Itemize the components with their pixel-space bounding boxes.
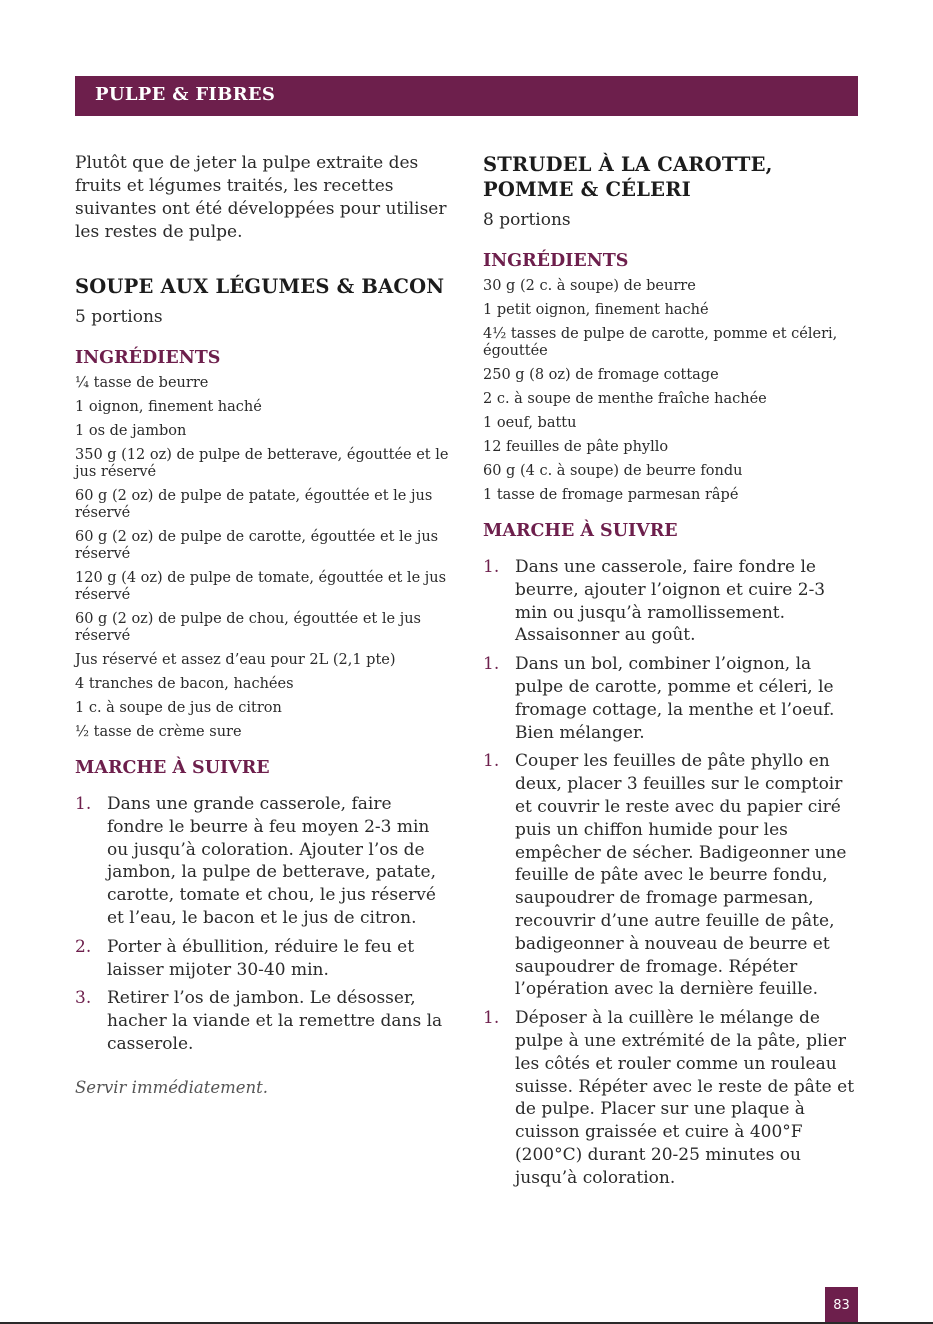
ingredient-item: 4 tranches de bacon, hachées — [75, 676, 294, 692]
ingredient-item: ½ tasse de crème sure — [75, 724, 242, 740]
ingredient-item: 60 g (2 oz) de pulpe de carotte, égouttée et le jus réservé — [75, 529, 439, 562]
ingredient-item: 350 g (12 oz) de pulpe de betterave, égouttée et le jus réservé — [75, 447, 449, 480]
section-title: PULPE & FIBRES — [95, 84, 276, 105]
intro-paragraph: Plutôt que de jeter la pulpe extraite des fruits et légumes traités, les recettes suivantes ont été développées pour utiliser les restes de pulpe. — [75, 153, 447, 242]
ingredient-item: 1 petit oignon, finement haché — [483, 302, 709, 318]
step-item — [75, 793, 450, 930]
step-text: Couper les feuilles de pâte phyllo en deux, placer 3 feuilles sur le comptoir et couvrir le reste avec du papier ciré puis un chiffon humide pour les empêcher de sécher. Badigeonner une feuille de pâte avec le beurre fondu, saupoudrer de fromage parmesan, recouvrir d’une autre feuille de pâte, badigeonner à nouveau de beurre et saupoudrer de fromage. Répéter l’opération avec la dernière feuille. — [515, 751, 847, 1000]
step-text: Retirer l’os de jambon. Le désosser, hacher la viande et la remettre dans la casserole. — [107, 988, 443, 1054]
step-number: 3. — [75, 988, 92, 1009]
step-number: 2. — [75, 936, 92, 957]
step-number: 1. — [75, 794, 92, 814]
section-header — [75, 76, 858, 116]
step-number: 1. — [483, 751, 500, 772]
ingredient-item: 4½ tasses de pulpe de carotte, pomme et céleri, égouttée — [483, 326, 838, 359]
ingredient-item: 1 c. à soupe de jus de citron — [75, 700, 282, 716]
recipe-portions: 8 portions — [483, 210, 571, 230]
ingredient-item: 250 g (8 oz) de fromage cottage — [483, 367, 719, 383]
step-item — [75, 936, 450, 982]
ingredient-item: 120 g (4 oz) de pulpe de tomate, égouttée et le jus réservé — [75, 570, 447, 603]
step-text: Dans une grande casserole, faire fondre le beurre à feu moyen 2-3 min ou jusqu’à coloration. Ajouter l’os de jambon, la pulpe de betterave, patate, carotte, tomate et chou, le jus réservé et l’eau, le bacon et le jus de citron. — [107, 794, 437, 928]
step-number: 1. — [483, 654, 500, 675]
serving-note: Servir immédiatement. — [75, 1077, 269, 1097]
method-steps — [75, 793, 450, 1056]
ingredient-item: Jus réservé et assez d’eau pour 2L (2,1 pte) — [75, 652, 396, 668]
recipe-title: STRUDEL À LA CAROTTE, POMME & CÉLERI — [483, 153, 773, 201]
ingredient-item: 2 c. à soupe de menthe fraîche hachée — [483, 391, 767, 407]
method-heading: MARCHE À SUIVRE — [75, 758, 270, 778]
ingredient-item: 60 g (4 c. à soupe) de beurre fondu — [483, 463, 743, 479]
recipe-portions: 5 portions — [75, 307, 163, 327]
ingredients-heading: INGRÉDIENTS — [483, 251, 629, 271]
ingredient-item: 12 feuilles de pâte phyllo — [483, 439, 669, 455]
ingredient-item: 1 oignon, finement haché — [75, 399, 262, 415]
step-text: Porter à ébullition, réduire le feu et laisser mijoter 30-40 min. — [107, 936, 415, 980]
step-number: 1. — [483, 1008, 500, 1029]
step-item — [483, 653, 861, 744]
step-text: Dans une casserole, faire fondre le beurre, ajouter l’oignon et cuire 2-3 min ou jusqu’à ramollissement. Assaisonner au goût. — [515, 557, 826, 646]
step-text: Déposer à la cuillère le mélange de pulpe à une extrémité de la pâte, plier les côtés et rouler comme un rouleau suisse. Répéter avec le reste de pâte et de pulpe. Placer sur une plaque à cuisson graissée et cuire à 400°F (200°C) durant 20-25 minutes ou jusqu’à coloration. — [515, 1008, 855, 1188]
right-column — [483, 150, 861, 1196]
step-item — [483, 1007, 861, 1189]
ingredient-item: ¼ tasse de beurre — [75, 375, 209, 391]
step-number: 1. — [483, 557, 500, 577]
recipe-title: SOUPE AUX LÉGUMES & BACON — [75, 275, 445, 298]
method-heading: MARCHE À SUIVRE — [483, 521, 678, 541]
left-column — [75, 150, 450, 1097]
ingredient-item: 60 g (2 oz) de pulpe de chou, égouttée et le jus réservé — [75, 611, 421, 644]
step-item — [75, 987, 450, 1055]
ingredients-list — [75, 375, 450, 741]
step-text: Dans un bol, combiner l’oignon, la pulpe de carotte, pomme et céleri, le fromage cottage, la menthe et l’oeuf. Bien mélanger. — [515, 654, 835, 743]
ingredient-item: 1 oeuf, battu — [483, 415, 577, 431]
step-item — [483, 750, 861, 1001]
ingredients-heading: INGRÉDIENTS — [75, 348, 221, 368]
ingredient-item: 60 g (2 oz) de pulpe de patate, égouttée et le jus réservé — [75, 488, 433, 521]
ingredient-item: 1 tasse de fromage parmesan râpé — [483, 487, 739, 503]
ingredient-item: 30 g (2 c. à soupe) de beurre — [483, 278, 696, 294]
ingredient-item: 1 os de jambon — [75, 423, 187, 439]
page-number: 83 — [825, 1287, 858, 1324]
ingredients-list — [483, 278, 861, 504]
method-steps — [483, 556, 861, 1190]
step-item — [483, 556, 861, 647]
